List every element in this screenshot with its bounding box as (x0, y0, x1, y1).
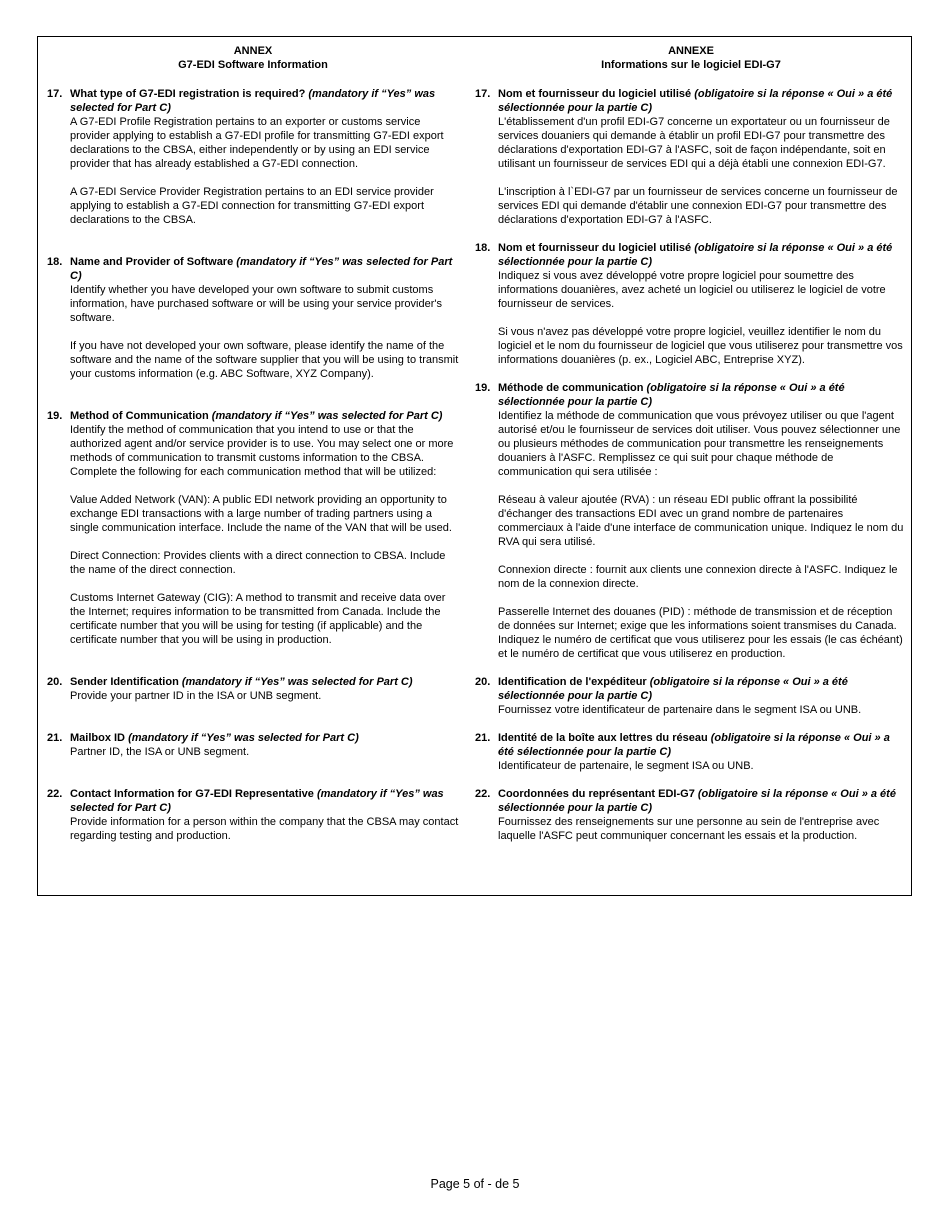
item-title-text: Nom et fournisseur du logiciel utilisé (498, 242, 692, 254)
item-19 (47, 409, 459, 647)
item-mandatory-note: (obligatoire si la réponse « Oui » a été sélectionnée pour la partie C) (498, 732, 890, 758)
item-mandatory-note: (mandatory if “Yes” was selected for Part C) (70, 788, 444, 814)
item-title-text: Name and Provider of Software (70, 256, 234, 268)
english-header (47, 44, 459, 72)
item-title (70, 255, 459, 283)
item-paragraph: Connexion directe : fournit aux clients une connexion directe à l'ASFC. Indiquez le nom de la connexion directe. (498, 564, 898, 590)
item-paragraph: Passerelle Internet des douanes (PID) : méthode de transmission et de réception de données sur Internet; exige que les informations soient transmises du Canada. Indiquez le numéro de certificat que vous utiliserez pour les essais (le cas échéant) et le numéro de certificat que vous utiliserez en production. (498, 606, 903, 660)
item-number: 21. (475, 732, 491, 744)
item-number: 21. (47, 732, 63, 744)
item-mandatory-note: (mandatory if “Yes” was selected for Part C) (181, 676, 413, 688)
item-paragraph: Indiquez si vous avez développé votre propre logiciel pour soumettre des informations douanières, avez acheté un logiciel ou utiliserez le logiciel de votre fournisseur de services. (498, 270, 886, 310)
item-title-text: Contact Information for G7-EDI Representative (70, 788, 314, 800)
item-18 (47, 255, 459, 381)
item-title-text: Method of Communication (70, 410, 209, 422)
item-mandatory-note: (obligatoire si la réponse « Oui » a été sélectionnée pour la partie C) (498, 788, 896, 814)
item-mandatory-note: (obligatoire si la réponse « Oui » a été sélectionnée pour la partie C) (498, 676, 848, 702)
annex-frame (37, 36, 912, 896)
item-paragraph: L'établissement d'un profil EDI-G7 concerne un exportateur ou un fournisseur de services douaniers qui demande à établir un profil EDI-G7 pour transmettre des déclarations d'exportation EDI-G7 à l'ASFC, soit de façon indépendante, soit en utilisant un fournisseur de services EDI qui a déjà établi une connexion EDI-G7. (498, 116, 890, 170)
item-paragraph: Identifiez la méthode de communication que vous prévoyez utiliser ou que l'agent autorisé et/ou le fournisseur de services doit utiliser. Vous pouvez sélectionner une ou plusieurs méthodes de communication pour transmettre les renseignements douaniers à l'ASFC. Remplissez ce qui suit pour chaque méthode de communication qui sera utilisée : (498, 410, 901, 478)
item-title-text: Nom et fournisseur du logiciel utilisé (498, 88, 692, 100)
item-20 (47, 675, 459, 703)
item-21 (47, 731, 459, 759)
annex-title: ANNEXE (668, 45, 714, 57)
item-title (70, 87, 459, 115)
item-title (498, 381, 907, 409)
item-number: 22. (47, 788, 63, 800)
item-paragraph: Value Added Network (VAN): A public EDI network providing an opportunity to exchange EDI transactions with a large number of trading partners using a single communication interface. Include the name of the VAN that will be used. (70, 494, 452, 534)
item-title (70, 409, 459, 423)
item-19 (475, 381, 907, 661)
item-paragraph: Identify the method of communication that you intend to use or that the authorized agent and/or service provider is to use. You may select one or more methods of communication to transmit customs information to the CBSA. Complete the following for each communication method that will be utilized: (70, 424, 454, 478)
item-number: 19. (475, 382, 491, 394)
page-footer: Page 5 of - de 5 (430, 1177, 520, 1191)
item-paragraph: Réseau à valeur ajoutée (RVA) : un réseau EDI public offrant la possibilité d'échanger des transactions EDI avec un grand nombre de partenaires commerciaux à l'aide d'une interface de communication unique. Indiquez le nom du RVA qui sera utilisé. (498, 494, 904, 548)
item-paragraph: Fournissez votre identificateur de partenaire dans le segment ISA ou UNB. (498, 704, 862, 716)
item-mandatory-note: (obligatoire si la réponse « Oui » a été sélectionnée pour la partie C) (498, 242, 893, 268)
item-title (498, 675, 907, 703)
english-column (47, 44, 459, 843)
item-number: 20. (475, 676, 491, 688)
item-title (498, 731, 907, 759)
item-number: 22. (475, 788, 491, 800)
item-paragraph: Direct Connection: Provides clients with a direct connection to CBSA. Include the name of the direct connection. (70, 550, 446, 576)
annex-title: ANNEX (233, 45, 273, 57)
item-mandatory-note: (mandatory if “Yes” was selected for Part C) (128, 732, 359, 744)
item-title (70, 787, 459, 815)
item-22 (475, 787, 907, 843)
item-number: 18. (475, 242, 491, 254)
item-paragraph: Partner ID, the ISA or UNB segment. (70, 746, 250, 758)
item-paragraph: If you have not developed your own software, please identify the name of the software and the name of the software supplier that you will be using to transmit your customs information (e.g. ABC Software, XYZ Company). (70, 340, 459, 380)
item-mandatory-note: (mandatory if “Yes” was selected for Part C) (70, 88, 436, 114)
item-paragraph: Provide information for a person within the company that the CBSA may contact regarding testing and production. (70, 816, 459, 842)
french-column (475, 44, 907, 843)
french-header (475, 44, 907, 72)
item-number: 18. (47, 256, 63, 268)
item-title (70, 731, 459, 745)
item-title-text: Mailbox ID (70, 732, 126, 744)
item-17 (475, 87, 907, 227)
item-title-text: Identification de l'expéditeur (498, 676, 647, 688)
item-paragraph: Fournissez des renseignements sur une personne au sein de l'entreprise avec laquelle l'ASFC peut communiquer concernant les essais et la production. (498, 816, 880, 842)
item-paragraph: Identificateur de partenaire, le segment ISA ou UNB. (498, 760, 754, 772)
item-17 (47, 87, 459, 227)
item-mandatory-note: (mandatory if “Yes” was selected for Part C) (211, 410, 443, 422)
item-title (498, 241, 907, 269)
item-title-text: Sender Identification (70, 676, 179, 688)
item-title-text: What type of G7-EDI registration is required? (70, 88, 306, 100)
item-title (70, 675, 459, 689)
item-22 (47, 787, 459, 843)
item-title-text: Coordonnées du représentant EDI-G7 (498, 788, 695, 800)
item-number: 20. (47, 676, 63, 688)
item-title (498, 787, 907, 815)
annex-subtitle: Informations sur le logiciel EDI-G7 (601, 59, 781, 71)
item-paragraph: Si vous n'avez pas développé votre propre logiciel, veuillez identifier le nom du logiciel et le nom du fournisseur de logiciel que vous utiliserez pour transmettre vos informations douanières (p. ex., Logiciel ABC, Entreprise XYZ). (498, 326, 903, 366)
item-20 (475, 675, 907, 717)
item-paragraph: A G7-EDI Profile Registration pertains to an exporter or customs service provider applying to establish a G7-EDI profile for transmitting G7-EDI export declarations to the CBSA, either independently or by using an EDI service provider that has already established a G7-EDI connection. (70, 116, 444, 170)
item-title-text: Identité de la boîte aux lettres du réseau (498, 732, 708, 744)
annex-subtitle: G7-EDI Software Information (178, 59, 328, 71)
item-paragraph: Customs Internet Gateway (CIG): A method to transmit and receive data over the Internet; requires information to be transmitted from Canada. Include the certificate number that you will be using for testing (if applicable) and the certificate number that you will be using in production. (70, 592, 446, 646)
item-paragraph: Identify whether you have developed your own software to submit customs information, have purchased software or will be using your service provider's software. (70, 284, 442, 324)
item-number: 19. (47, 410, 63, 422)
item-number: 17. (475, 88, 491, 100)
item-paragraph: A G7-EDI Service Provider Registration pertains to an EDI service provider applying to establish a G7-EDI connection for transmitting G7-EDI export declarations to the CBSA. (70, 186, 434, 226)
item-title-text: Méthode de communication (498, 382, 644, 394)
item-paragraph: Provide your partner ID in the ISA or UNB segment. (70, 690, 322, 702)
item-title (498, 87, 907, 115)
item-mandatory-note: (obligatoire si la réponse « Oui » a été sélectionnée pour la partie C) (498, 88, 893, 114)
item-21 (475, 731, 907, 773)
item-mandatory-note: (mandatory if “Yes” was selected for Part C) (70, 256, 453, 282)
item-18 (475, 241, 907, 367)
item-number: 17. (47, 88, 63, 100)
item-paragraph: L'inscription à l`EDI-G7 par un fournisseur de services concerne un fournisseur de services EDI qui demande d'établir une connexion EDI-G7 pour transmettre des déclarations d'exportation EDI-G7 à l'ASFC. (498, 186, 898, 226)
item-mandatory-note: (obligatoire si la réponse « Oui » a été sélectionnée pour la partie C) (498, 382, 845, 408)
